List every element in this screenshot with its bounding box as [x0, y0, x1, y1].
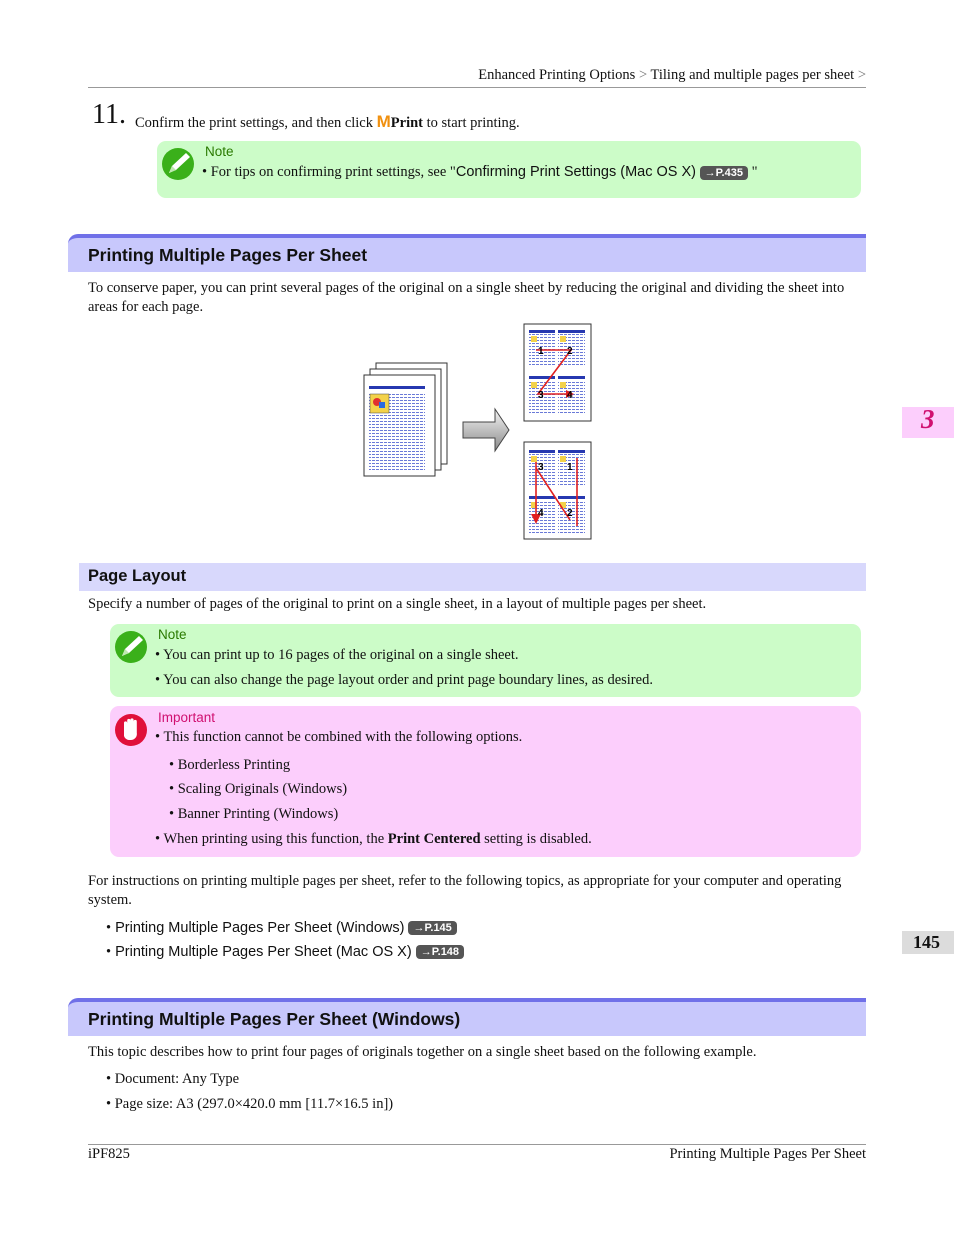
subsection-heading-text: Page Layout	[88, 567, 187, 585]
topic-link-windows[interactable]: Printing Multiple Pages Per Sheet (Windows)	[115, 920, 405, 936]
section-heading-text: Printing Multiple Pages Per Sheet (Windows)	[88, 1009, 461, 1029]
note-bullet-text: You can print up to 16 pages of the original on a single sheet.	[163, 647, 519, 663]
pencil-note-icon	[161, 147, 197, 181]
chapter-number: 3	[921, 404, 935, 434]
step-number: 11.	[92, 99, 126, 130]
topic-link-mac[interactable]: Printing Multiple Pages Per Sheet (Mac OS X)	[115, 944, 412, 960]
step-text	[135, 112, 520, 132]
multi-page-diagram	[360, 322, 596, 544]
example-bullet: • Page size: A3 (297.0×420.0 mm [11.7×16.5 in])	[106, 1096, 394, 1112]
note-box	[110, 624, 861, 697]
breadcrumb	[478, 67, 866, 84]
important-bullet: • When printing using this function, the Print Centered setting is disabled.	[155, 831, 592, 847]
figure-number: 4	[538, 508, 544, 519]
breadcrumb-part[interactable]: Enhanced Printing Options	[478, 67, 636, 83]
breadcrumb-part[interactable]: Tiling and multiple pages per sheet	[650, 67, 855, 83]
figure-number: 2	[567, 508, 573, 519]
page-number: 145	[913, 932, 940, 952]
breadcrumb-separator: >	[857, 67, 866, 83]
important-bullet-text: This function cannot be combined with the following options.	[163, 729, 523, 745]
subsection-intro: Specify a number of pages of the original to print on a single sheet, in a layout of multiple pages per sheet.	[88, 596, 707, 612]
note-box	[157, 141, 861, 198]
example-bullet-text: Page size: A3 (297.0×420.0 mm [11.7×16.5 in])	[114, 1096, 394, 1112]
figure-number: 3	[538, 390, 544, 401]
example-bullet-text: Document: Any Type	[114, 1071, 240, 1087]
note-bullet: • You can print up to 16 pages of the original on a single sheet.	[155, 647, 519, 663]
important-sub-bullet-text: Borderless Printing	[177, 757, 291, 773]
figure-number: 1	[538, 346, 544, 357]
instructions-text: For instructions on printing multiple pages per sheet, refer to the following topics, as appropriate for your computer and operating system.	[88, 873, 842, 908]
footer-rule	[88, 1144, 866, 1145]
page-ref-badge[interactable]: →P.145	[408, 921, 456, 935]
important-bullet: • This function cannot be combined with the following options.	[155, 729, 523, 745]
section-intro: This topic describes how to print four pages of originals together on a single sheet based on the following example.	[88, 1044, 757, 1060]
note-bullet-text: You can also change the page layout order and print page boundary lines, as desired.	[163, 672, 653, 688]
stop-hand-icon	[114, 713, 148, 747]
important-sub-bullet: • Scaling Originals (Windows)	[169, 781, 348, 797]
note-title: Note	[158, 627, 187, 642]
page-number-tab	[902, 931, 954, 954]
footer-section-title: Printing Multiple Pages Per Sheet	[669, 1146, 866, 1162]
header-rule	[88, 87, 866, 88]
section-heading-text: Printing Multiple Pages Per Sheet	[88, 245, 368, 265]
page-ref-badge[interactable]: →P.148	[416, 945, 464, 959]
figure-number: 4	[567, 390, 573, 401]
breadcrumb-separator: >	[638, 67, 648, 83]
note-bullet-text: For tips on confirming print settings, see "	[210, 164, 456, 180]
print-button-label: Print	[390, 115, 424, 131]
important-sub-bullet: • Banner Printing (Windows)	[169, 806, 339, 822]
important-bullet-text: When printing using this function, the	[163, 831, 385, 847]
figure-number: 3	[538, 462, 544, 473]
important-sub-bullet-text: Banner Printing (Windows)	[177, 806, 339, 822]
print-centered-label: Print Centered	[387, 831, 481, 847]
topic-link-item: • Printing Multiple Pages Per Sheet (Windows) →P.145	[106, 920, 457, 937]
important-box	[110, 706, 861, 857]
section-heading	[68, 998, 866, 1036]
print-m-icon: M	[376, 112, 391, 131]
confirming-print-settings-link[interactable]: Confirming Print Settings (Mac OS X)	[455, 164, 696, 180]
example-bullet: • Document: Any Type	[106, 1071, 240, 1087]
note-bullet-closing: "	[751, 164, 758, 180]
note-bullet: • You can also change the page layout order and print page boundary lines, as desired.	[155, 672, 653, 688]
section-heading	[68, 234, 866, 272]
topic-link-item: • Printing Multiple Pages Per Sheet (Mac OS X) →P.148	[106, 944, 464, 961]
page-ref-badge[interactable]: →P.435	[700, 166, 748, 180]
note-title: Note	[205, 144, 234, 159]
important-bullet-text: setting is disabled.	[484, 831, 592, 847]
note-bullet: • For tips on confirming print settings, see "Confirming Print Settings (Mac OS X) →P.435 "	[202, 164, 758, 180]
subsection-heading	[79, 563, 866, 591]
step-text-before: Confirm the print settings, and then click	[135, 115, 373, 131]
section-intro: To conserve paper, you can print several pages of the original on a single sheet by reducing the original and dividing the sheet into areas for each page.	[88, 280, 845, 315]
important-title: Important	[158, 710, 216, 725]
chapter-tab[interactable]	[902, 404, 954, 438]
footer-model: iPF825	[88, 1146, 130, 1162]
important-sub-bullet-text: Scaling Originals (Windows)	[177, 781, 348, 797]
step-text-after: to start printing.	[426, 115, 520, 131]
figure-number: 1	[567, 462, 573, 473]
important-sub-bullet: • Borderless Printing	[169, 757, 291, 773]
pencil-note-icon	[114, 630, 150, 664]
figure-number: 2	[567, 346, 573, 357]
